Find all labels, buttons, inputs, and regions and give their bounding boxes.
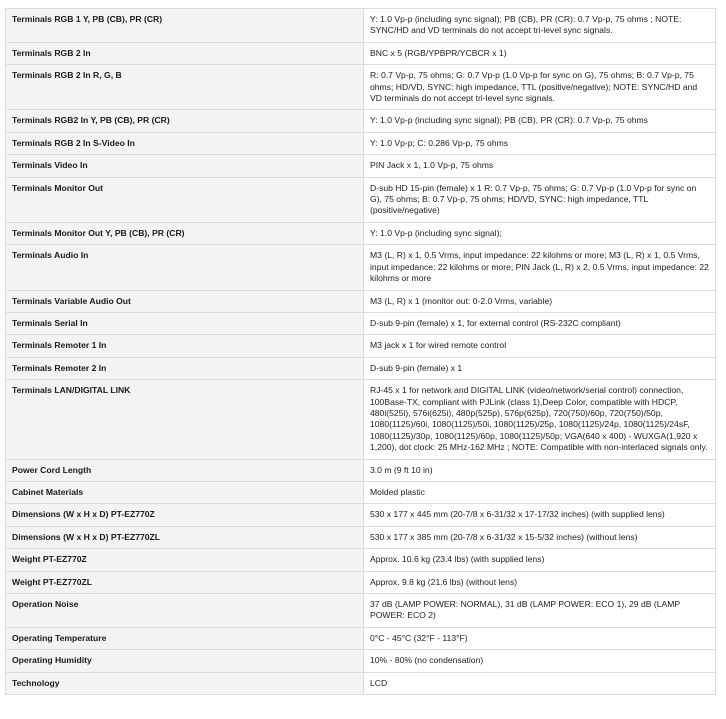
spec-row (6, 155, 716, 177)
spec-value: LCD (364, 672, 716, 694)
spec-table (5, 8, 716, 695)
spec-label: Terminals Remoter 1 In (6, 335, 364, 357)
spec-row (6, 650, 716, 672)
spec-row (6, 9, 716, 43)
spec-row (6, 672, 716, 694)
spec-row (6, 627, 716, 649)
spec-row (6, 357, 716, 379)
spec-row (6, 549, 716, 571)
spec-row (6, 110, 716, 132)
spec-label: Terminals Remoter 2 In (6, 357, 364, 379)
spec-row (6, 42, 716, 64)
spec-label: Terminals Variable Audio Out (6, 290, 364, 312)
spec-row (6, 380, 716, 459)
spec-row (6, 312, 716, 334)
spec-label: Operating Humidity (6, 650, 364, 672)
spec-label: Terminals Audio In (6, 245, 364, 290)
spec-row (6, 245, 716, 290)
spec-value: 0°C - 45°C (32°F - 113°F) (364, 627, 716, 649)
spec-row (6, 594, 716, 628)
spec-value: M3 (L, R) x 1, 0.5 Vrms, input impedance: 22 kilohms or more; M3 (L, R) x 1, 0.5 Vrms, input impedance: 22 kilohms or more; PIN Jack (L, R) x 2, 0.5 Vrms, input impedance: 22 kilohms or more (364, 245, 716, 290)
spec-label: Operating Temperature (6, 627, 364, 649)
spec-value: D-sub 9-pin (female) x 1 (364, 357, 716, 379)
spec-label: Power Cord Length (6, 459, 364, 481)
spec-value: R: 0.7 Vp-p, 75 ohms; G: 0.7 Vp-p (1.0 Vp-p for sync on G), 75 ohms; B: 0.7 Vp-p, 75 ohms; HD/VD, SYNC: high impedance, TTL (positive/negative); NOTE: SYNC/HD and VD terminals do not accept tri-level sync signals. (364, 65, 716, 110)
spec-label: Technology (6, 672, 364, 694)
spec-value: Molded plastic (364, 481, 716, 503)
spec-label: Terminals RGB 1 Y, PB (CB), PR (CR) (6, 9, 364, 43)
spec-value: 3.0 m (9 ft 10 in) (364, 459, 716, 481)
spec-row (6, 290, 716, 312)
spec-label: Terminals LAN/DIGITAL LINK (6, 380, 364, 459)
spec-label: Terminals Monitor Out Y, PB (CB), PR (CR) (6, 222, 364, 244)
spec-value: 530 x 177 x 385 mm (20-7/8 x 6-31/32 x 15-5/32 inches) (without lens) (364, 526, 716, 548)
spec-label: Weight PT-EZ770ZL (6, 571, 364, 593)
spec-value: Y: 1.0 Vp-p (including sync signal); (364, 222, 716, 244)
spec-row (6, 177, 716, 222)
spec-row (6, 132, 716, 154)
spec-row (6, 335, 716, 357)
spec-value: RJ-45 x 1 for network and DIGITAL LINK (video/network/serial control) connection, 100Base-TX, compliant with PJLink (class 1),Deep Color, compatible with HDCP, 480i(525i), 576i(625i), 480p(525p), 576p(625p), 720(750)/60p, 720(750)/50p, 1080(1125)/60i, 1080(1125)/50i, 1080(1125)/25p, 1080(1125)/24p, 1080(1125)/24sF, 1080(1125)/30p, 1080(1125)/60p, 1080(1125)/50p; VGA(640 x 400) - WUXGA(1,920 x 1,200), dot clock: 25 MHz-162 MHz ; NOTE: Compatible with non-interlaced signals only. (364, 380, 716, 459)
spec-value: M3 (L, R) x 1 (monitor out: 0-2.0 Vrms, variable) (364, 290, 716, 312)
spec-value: Y: 1.0 Vp-p (including sync signal); PB (CB), PR (CR): 0.7 Vp-p, 75 ohms (364, 110, 716, 132)
spec-label: Terminals Monitor Out (6, 177, 364, 222)
spec-row (6, 571, 716, 593)
spec-label: Terminals Serial In (6, 312, 364, 334)
spec-label: Dimensions (W x H x D) PT-EZ770ZL (6, 526, 364, 548)
spec-value: 37 dB (LAMP POWER: NORMAL), 31 dB (LAMP POWER: ECO 1), 29 dB (LAMP POWER: ECO 2) (364, 594, 716, 628)
spec-value: M3 jack x 1 for wired remote control (364, 335, 716, 357)
spec-value: 530 x 177 x 445 mm (20-7/8 x 6-31/32 x 17-17/32 inches) (with supplied lens) (364, 504, 716, 526)
spec-row (6, 504, 716, 526)
spec-value: BNC x 5 (RGB/YPBPR/YCBCR x 1) (364, 42, 716, 64)
spec-value: D-sub HD 15-pin (female) x 1 R: 0.7 Vp-p, 75 ohms; G: 0.7 Vp-p (1.0 Vp-p for sync on G), 75 ohms; B: 0.7 Vp-p, 75 ohms; HD/VD, SYNC: high impedance, TTL (positive/negative) (364, 177, 716, 222)
spec-value: 10% - 80% (no condensation) (364, 650, 716, 672)
spec-row (6, 481, 716, 503)
spec-value: D-sub 9-pin (female) x 1, for external control (RS-232C compliant) (364, 312, 716, 334)
spec-value: Approx. 10.6 kg (23.4 lbs) (with supplied lens) (364, 549, 716, 571)
spec-label: Terminals Video In (6, 155, 364, 177)
spec-value: Y: 1.0 Vp-p; C: 0.286 Vp-p, 75 ohms (364, 132, 716, 154)
spec-label: Terminals RGB 2 In R, G, B (6, 65, 364, 110)
spec-label: Terminals RGB 2 In (6, 42, 364, 64)
spec-row (6, 526, 716, 548)
spec-value: Y: 1.0 Vp-p (including sync signal); PB (CB), PR (CR): 0.7 Vp-p, 75 ohms ; NOTE: SYNC/HD and VD terminals do not accept tri-level sync signals. (364, 9, 716, 43)
spec-label: Terminals RGB2 In Y, PB (CB), PR (CR) (6, 110, 364, 132)
spec-label: Dimensions (W x H x D) PT-EZ770Z (6, 504, 364, 526)
spec-label: Terminals RGB 2 In S-Video In (6, 132, 364, 154)
spec-label: Operation Noise (6, 594, 364, 628)
spec-value: Approx. 9.8 kg (21.6 lbs) (without lens) (364, 571, 716, 593)
spec-row (6, 222, 716, 244)
spec-label: Weight PT-EZ770Z (6, 549, 364, 571)
spec-value: PIN Jack x 1, 1.0 Vp-p, 75 ohms (364, 155, 716, 177)
spec-row (6, 459, 716, 481)
spec-row (6, 65, 716, 110)
spec-label: Cabinet Materials (6, 481, 364, 503)
